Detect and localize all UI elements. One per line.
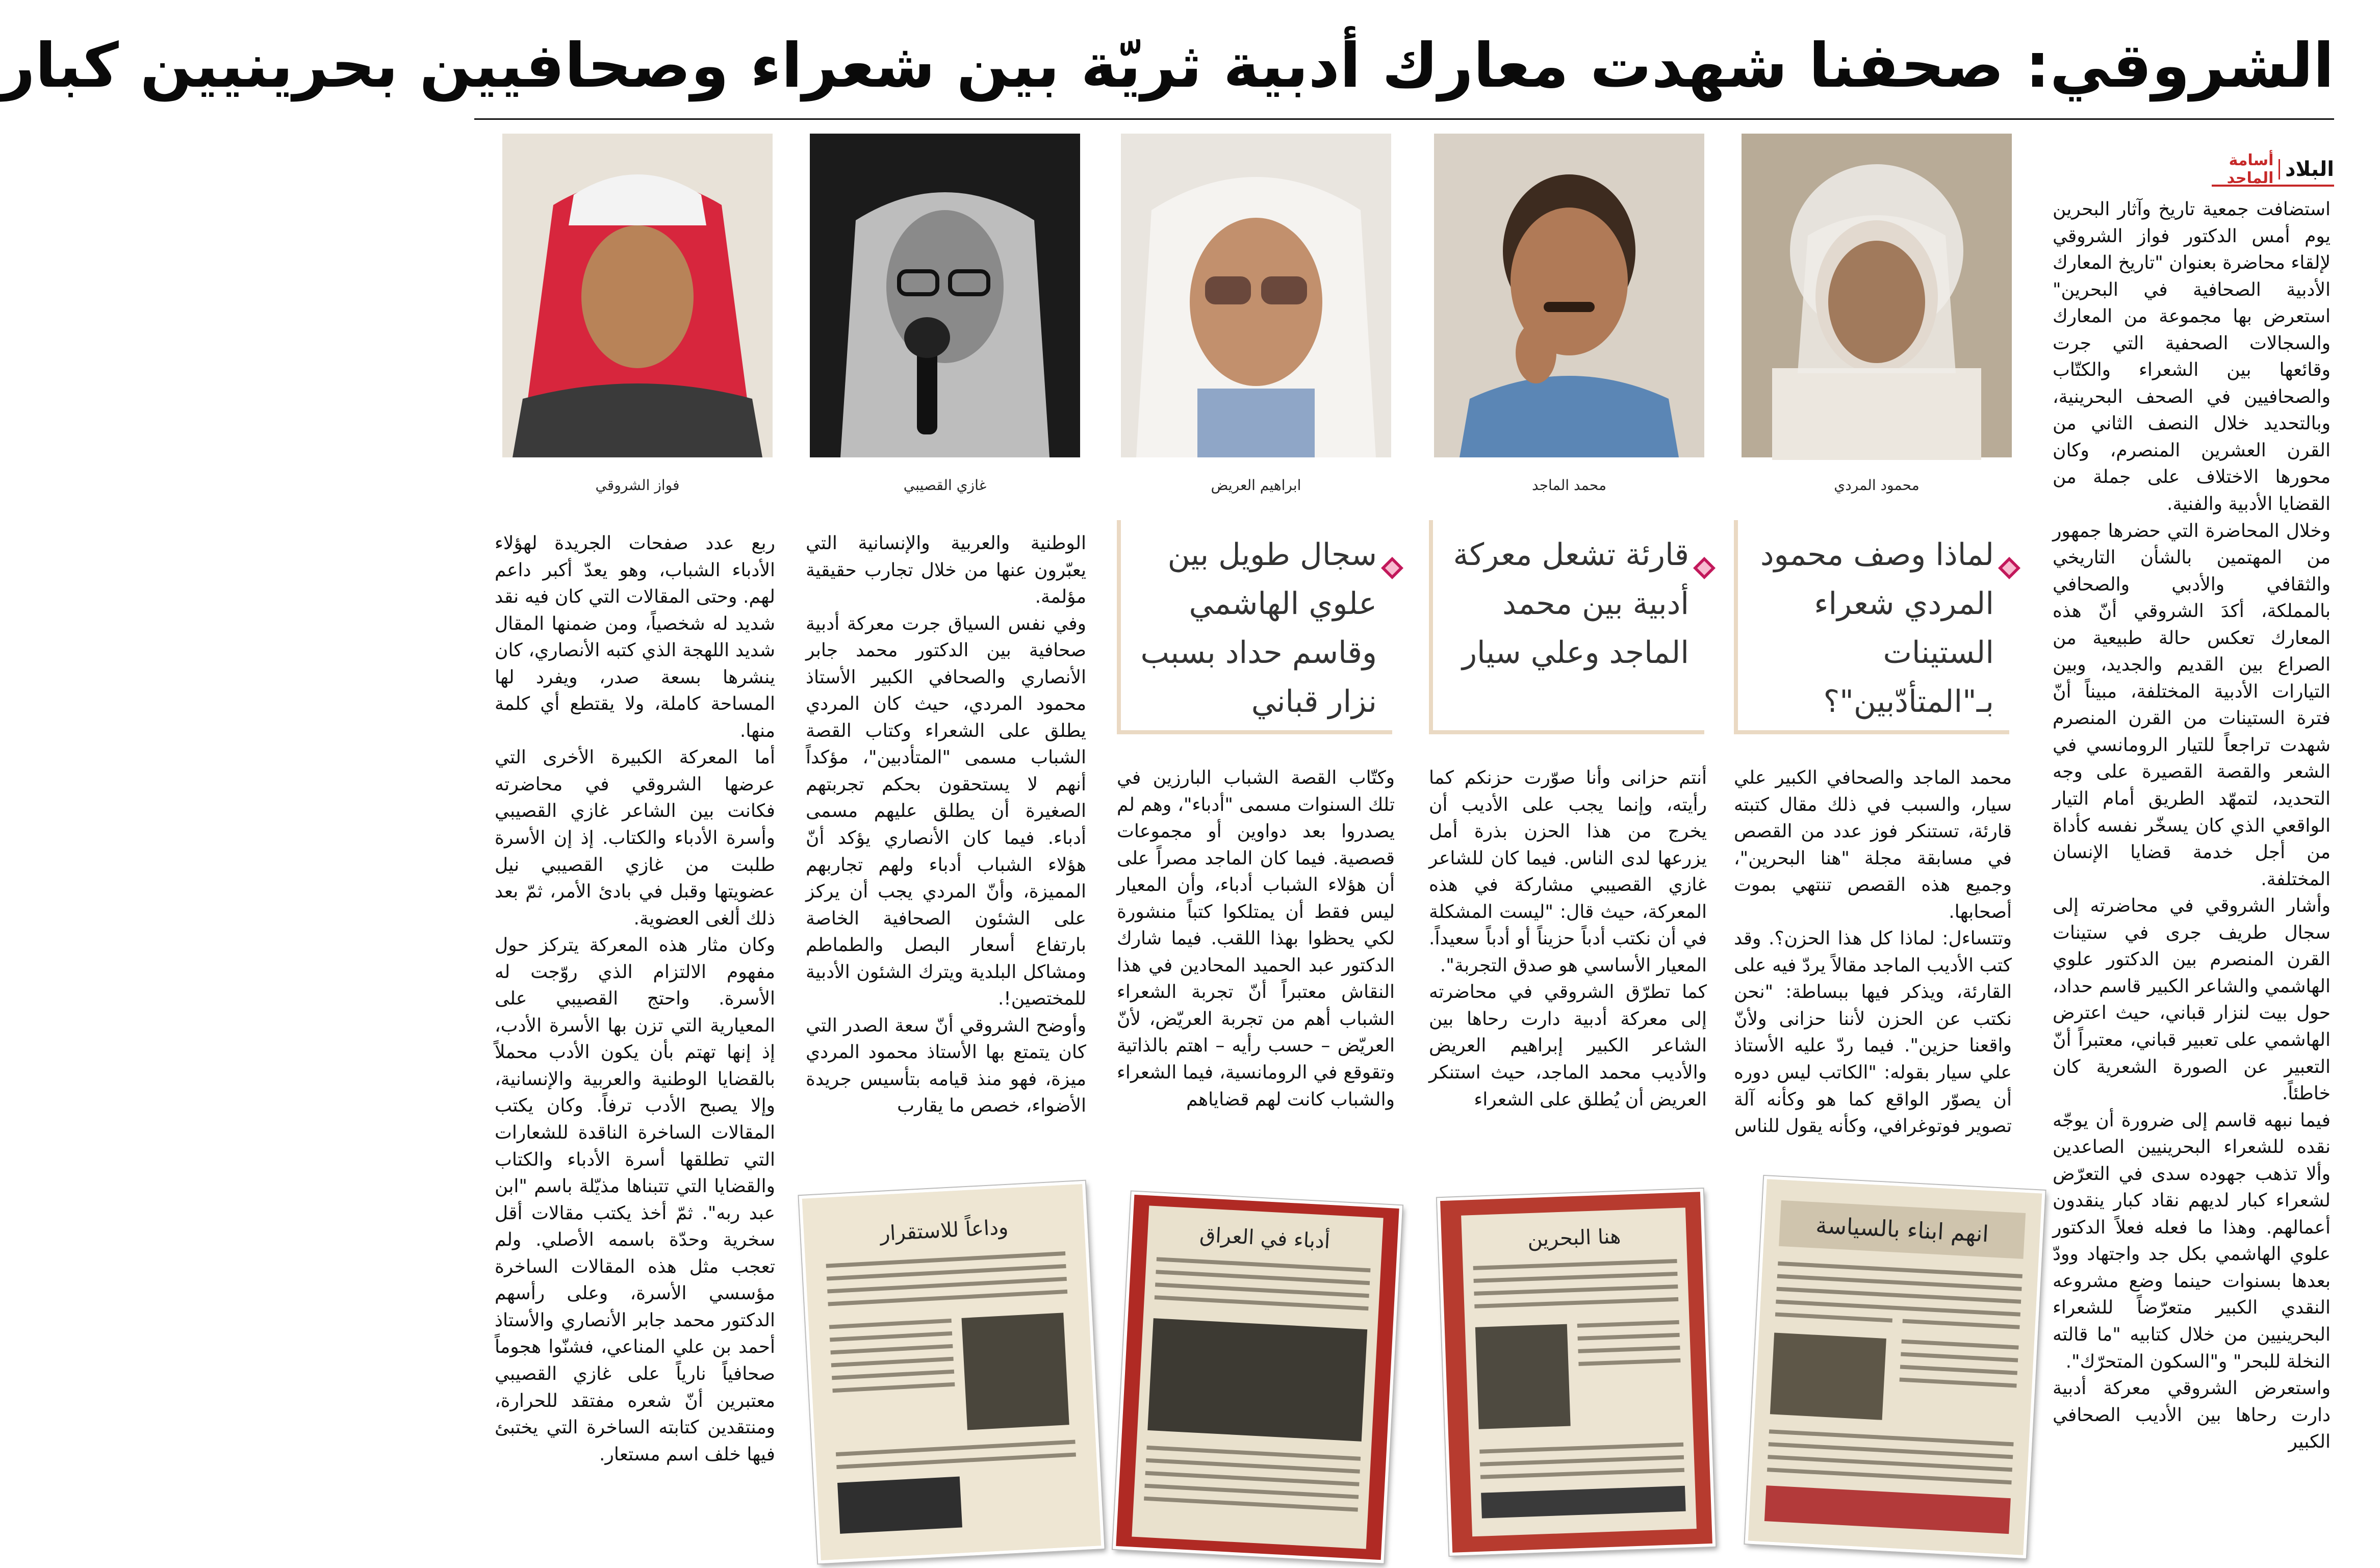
portrait-mahmoud-mardi xyxy=(1742,134,2012,457)
clipping-headline: انهم ابناء بالسياسة xyxy=(1815,1212,1989,1248)
caption-mardi: محمود المردي xyxy=(1834,477,1920,494)
pull-quote-text: قارئة تشعل معركة أدبية بين محمد الماجد وعلي سيار xyxy=(1453,537,1689,671)
clipping-image xyxy=(1437,1189,1716,1556)
pull-quote-majed xyxy=(1429,520,1704,734)
newspaper-clipping-2 xyxy=(1440,1192,1712,1552)
quote-diamond-icon xyxy=(1997,556,2021,580)
caption-majed: محمد الماجد xyxy=(1532,477,1606,494)
newspaper-clipping-1 xyxy=(1748,1179,2042,1555)
headline: الشروقي: صحفنا شهدت معارك أدبية ثريّة بين شعراء وصحافيين بحرينيين كبار xyxy=(0,31,2334,101)
clipping-image xyxy=(1113,1192,1402,1563)
portrait-arrayed-image xyxy=(1121,134,1391,457)
pull-quote-hashemi xyxy=(1117,520,1392,734)
portrait-mohammed-majed xyxy=(1434,134,1704,457)
portrait-qusaibi-image xyxy=(810,134,1080,457)
pull-quote-mardi xyxy=(1734,520,2009,734)
portrait-shrouqi-image xyxy=(502,134,773,457)
portrait-fawaz-shrouqi xyxy=(502,134,773,457)
caption-qusaibi: غازي القصيبي xyxy=(903,477,987,494)
clipping-headline: هنا البحرين xyxy=(1527,1224,1622,1252)
article-column-4: وكتّاب القصة الشباب البارزين في تلك السنوات مسمى "أدباء"، وهم لم يصدروا بعد دواوين أو مجموعات قصصية. فيما كان الماجد مصراً على أن هؤلاء الشباب أدباء، وأن المعيار ليس فقط أن يمتلكوا كتباً منشورة لكي يحظوا بهذا اللقب. فيما شارك الدكتور عبد الحميد المحادين في هذا النقاش معتبراً أنّ تجربة الشعراء الشباب أهم من تجربة العريّض، لأنّ العريّض – حسب رأيه – اهتم بالذاتية وتقوقع في الرومانسية، فيما الشعراء والشباب كانت لهم قضاياهم xyxy=(1111,767,1395,1110)
caption-arrayed: ابراهيم العريض xyxy=(1211,477,1301,494)
headline-rule xyxy=(474,118,2334,120)
quote-diamond-icon xyxy=(1380,556,1404,580)
portrait-ibrahim-arrayed xyxy=(1121,134,1391,457)
newspaper-clipping-3 xyxy=(1116,1195,1399,1560)
newspaper-logo: البلاد xyxy=(2285,158,2334,181)
clipping-image xyxy=(1745,1176,2045,1558)
article-column-6: ربع عدد صفحات الجريدة لهؤلاء الأدباء الشباب، وهو يعدّ أكبر داعم لهم. وحتى المقالات التي كان فيه نقد شديد له شخصياً، ومن ضمنها المقال شديد اللهجة الذي كتبه الأنصاري، كان ينشرها بسعة صدر، ويفرد لها المساحة كاملة، ولا يقتطع أي كلمة منها. أما المعركة الكبيرة الأخرى التي عرضها الشروقي في محاضرته فكانت بين الشاعر غازي القصيبي وأسرة الأدباء والكتاب. إذ إن الأسرة طلبت من غازي القصيبي نيل عضويتها وقبل في بادئ الأمر، ثمّ بعد ذلك ألغى العضوية. وكان مثار هذه المعركة يتركز حول مفهوم الالتزام الذي روّجت له الأسرة. واحتج القصيبي على المعيارية التي تزن بها الأسرة الأدب، إذ إنها تهتم بأن يكون الأدب محملاً بالقضايا الوطنية والعربية والإنسانية، وإلا يصبح الأدب ترفاً. وكان يكتب المقالات الساخرة الناقدة للشعارات التي تطلقها أسرة الأدباء والكتاب والقضايا التي تتبناها مذيّلة باسم "ابن عبد ربه". ثمّ أخذ يكتب مقالات أقل سخرية وحدّة باسمه الأصلي. ولم تعجب مثل هذه المقالات الساخرة مؤسسي الأسرة، وعلى رأسهم الدكتور محمد جابر الأنصاري والأستاذ أحمد بن علي المناعي، فشنّوا هجوماً صحافياً نارياً على غازي القصيبي معتبرين أنّ شعره مفتقد للحرارة، ومنتقدين كتابته الساخرة التي يختبئ فيها خلف اسم مستعار. xyxy=(495,533,775,1465)
newspaper-clipping-4 xyxy=(802,1184,1101,1560)
portrait-mardi-image xyxy=(1742,134,2012,457)
article-column-3: أنتم حزانى وأنا صوّرت حزنكم كما رأيته، وإنما يجب على الأديب أن يخرج من هذا الحزن بذرة أمل يزرعها لدى الناس. فيما كان للشاعر غازي القصيبي مشاركة في هذه المعركة، حيث قال: "ليست المشكلة في أن نكتب أدباً حزيناً أو أدباً سعيداً. المعيار الأساسي هو صدق التجربة". كما تطرّق الشروقي في محاضرته إلى معركة أدبية دارت رحاها بين الشاعر الكبير إبراهيم العريض والأديب محمد الماجد، حيث استنكر العريض أن يُطلق على الشعراء xyxy=(1429,767,1707,1110)
article-column-2: محمد الماجد والصحافي الكبير علي سيار، والسبب في ذلك مقال كتبته قارئة، تستنكر فوز عدد من القصص في مسابقة مجلة "هنا البحرين"، وجميع هذه القصص تنتهي بموت أصحابها. وتتساءل: لماذا كل هذا الحزن؟. وقد كتب الأديب الماجد مقالاً يردّ فيه على القارئة، ويذكر فيها ببساطة: "نحن نكتب عن الحزن لأننا حزانى ولأنّ واقعنا حزين". فيما ردّ عليه الأستاذ علي سيار بقوله: "الكاتب ليس دوره أن يصوّر الواقع كما هو وكأنه آلة تصوير فوتوغرافي، وكأنه يقول للناس xyxy=(1734,767,2012,1137)
pull-quote-text: سجال طويل بين علوي الهاشمي وقاسم حداد بسبب نزار قباني xyxy=(1140,537,1377,719)
clipping-headline: وداعاً للاستقرار xyxy=(879,1215,1009,1246)
clipping-image xyxy=(799,1181,1104,1563)
caption-shrouqi: فواز الشروقي xyxy=(595,477,680,494)
portrait-ghazi-qusaibi xyxy=(810,134,1080,457)
portrait-majed-image xyxy=(1434,134,1704,457)
pull-quote-text: لماذا وصف محمود المردي شعراء الستينات بـ"المتأدّبين"؟ xyxy=(1760,537,1994,719)
clipping-headline: أدباء في العراق xyxy=(1199,1223,1331,1254)
quote-diamond-icon xyxy=(1692,556,1717,580)
byline-author: أسامة الماجد xyxy=(2227,151,2274,187)
byline xyxy=(2212,151,2334,187)
article-column-1: استضافت جمعية تاريخ وآثار البحرين يوم أمس الدكتور فواز الشروقي لإلقاء محاضرة بعنوان "تاريخ المعارك الأدبية الصحافية في البحرين" استعرض بها مجموعة من المعارك والسجالات الصحفية التي جرت وقائعها بين الشعراء والكتّاب والصحافيين في الصحف البحرينية، وبالتحديد خلال النصف الثاني من القرن العشرين المنصرم، وكان محورها الاختلاف على جملة من القضايا الأدبية والفنية. وخلال المحاضرة التي حضرها جمهور من المهتمين بالشأن التاريخي والثقافي والأدبي والصحافي بالمملكة، أكدَ الشروقي أنّ هذه المعارك تعكس حالة طبيعية من الصراع بين القديم والجديد، وبين التيارات الأدبية المختلفة، مبيناً أنّ فترة الستينات من القرن المنصرم شهدت تراجعاً للتيار الرومانسي في الشعر والقصة القصيرة على وجه التحديد، لتمهّد الطريق أمام التيار الواقعي الذي كان يسخّر نفسه كأداة من أجل خدمة قضايا الإنسان المختلفة. وأشار الشروقي في محاضرته إلى سجال طريف جرى في ستينات القرن المنصرم بين الدكتور علوي الهاشمي والشاعر الكبير قاسم حداد، حول بيت لنزار قباني، حيث اعترض الهاشمي على تعبير قباني، معتبراً أنّ التعبير عن الصورة الشعرية كان خاطئاً. فيما نبهه قاسم إلى ضرورة أن يوجّه نقده للشعراء البحرينيين الصاعدين وألا تذهب جهوده سدى في التعرّض لشعراء كبار لديهم نقاد كبار ينقدون أعمالهم. وهذا ما فعله فعلاً الدكتور علوي الهاشمي بكل جد واجتهاد وودّ بعدها بسنوات حينما وضع مشروعه النقدي الكبير متعرّضاً للشعراء البحرينيين من خلال كتابيه "ما قالته النخلة للبحر" و"السكون المتحرّك". واستعرض الشروقي معركة أدبية دارت رحاها بين الأديب الصحافي الكبير xyxy=(2053,199,2331,1453)
byline-separator xyxy=(2279,159,2280,179)
article-column-5: الوطنية والعربية والإنسانية التي يعبّرون عنها من خلال تجارب حقيقية مؤلمة. وفي نفس السياق جرت معركة أدبية صحافية بين الدكتور محمد جابر الأنصاري والصحافي الكبير الأستاذ محمود المردي، حيث كان المردي يطلق على الشعراء وكتاب القصة الشباب مسمى "المتأدبين"، مؤكداً أنهم لا يستحقون بحكم تجربتهم الصغيرة أن يطلق عليهم مسمى أدباء. فيما كان الأنصاري يؤكد أنّ هؤلاء الشباب أدباء ولهم تجاربهم المميزة، وأنّ المردي يجب أن يركز على الشئون الصحافية الخاصة بارتفاع أسعار البصل والطماطم ومشاكل البلدية ويترك الشئون الأدبية للمختصين!. وأوضح الشروقي أنّ سعة الصدر التي كان يتمتع بها الأستاذ محمود المردي ميزة، فهو منذ قيامه بتأسيس جريدة الأضواء، خصص ما يقارب xyxy=(806,533,1086,1117)
